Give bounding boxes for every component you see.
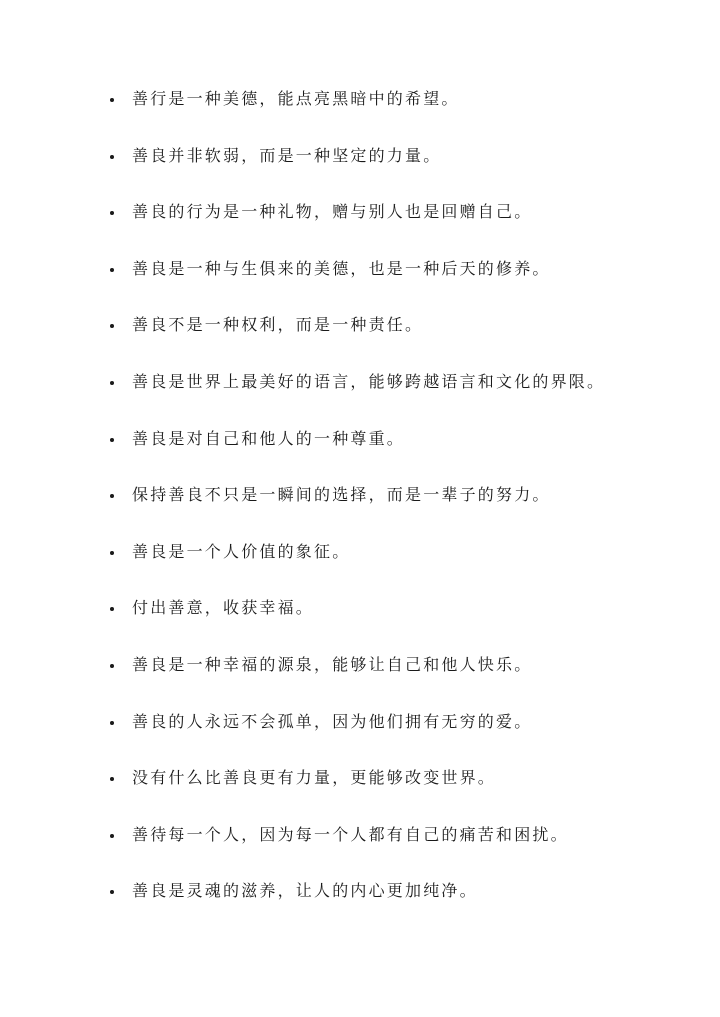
bullet-icon: [110, 98, 114, 102]
list-item-text: 善待每一个人，因为每一个人都有自己的痛苦和困扰。: [132, 824, 569, 844]
list-item: [0, 143, 720, 200]
bullet-icon: [110, 834, 114, 838]
bullet-icon: [110, 324, 114, 328]
list-item: [0, 878, 720, 935]
list-item: [0, 426, 720, 483]
list-item-text: 付出善意，收获幸福。: [132, 598, 315, 618]
list-item: [0, 595, 720, 652]
list-item: [0, 199, 720, 256]
list-item: [0, 312, 720, 369]
bullet-icon: [110, 494, 114, 498]
list-item: [0, 765, 720, 822]
bullet-icon: [110, 607, 114, 611]
list-item-text: 善良是一种幸福的源泉，能够让自己和他人快乐。: [132, 654, 533, 674]
list-item-text: 善良是世界上最美好的语言，能够跨越语言和文化的界限。: [132, 371, 606, 391]
bullet-icon: [110, 777, 114, 781]
list-item: [0, 256, 720, 313]
list-item-text: 善良是对自己和他人的一种尊重。: [132, 428, 406, 448]
bullet-icon: [110, 381, 114, 385]
list-item-text: 善良是一个人价值的象征。: [132, 541, 351, 561]
list-item: [0, 539, 720, 596]
list-item-text: 善行是一种美德，能点亮黑暗中的希望。: [132, 89, 460, 108]
list-item-text: 没有什么比善良更有力量，更能够改变世界。: [132, 768, 497, 788]
list-item-text: 善良并非软弱，而是一种坚定的力量。: [132, 145, 442, 165]
bullet-icon: [110, 664, 114, 668]
list-item-text: 善良的行为是一种礼物，赠与别人也是回赠自己。: [132, 202, 533, 222]
list-item: [0, 652, 720, 709]
bullet-list: [0, 86, 720, 935]
list-item-text: 保持善良不只是一瞬间的选择，而是一辈子的努力。: [132, 485, 551, 505]
list-item: [0, 86, 720, 143]
list-item-text: 善良是灵魂的滋养，让人的内心更加纯净。: [132, 881, 478, 901]
bullet-icon: [110, 211, 114, 215]
bullet-icon: [110, 155, 114, 159]
bullet-icon: [110, 438, 114, 442]
list-item: [0, 822, 720, 879]
bullet-icon: [110, 721, 114, 725]
list-item: [0, 369, 720, 426]
bullet-icon: [110, 890, 114, 894]
list-item-text: 善良是一种与生俱来的美德，也是一种后天的修养。: [132, 258, 551, 278]
bullet-icon: [110, 268, 114, 272]
list-item: [0, 709, 720, 766]
list-item-text: 善良的人永远不会孤单，因为他们拥有无穷的爱。: [132, 711, 533, 731]
bullet-icon: [110, 551, 114, 555]
list-item-text: 善良不是一种权利，而是一种责任。: [132, 315, 424, 335]
list-item: [0, 482, 720, 539]
